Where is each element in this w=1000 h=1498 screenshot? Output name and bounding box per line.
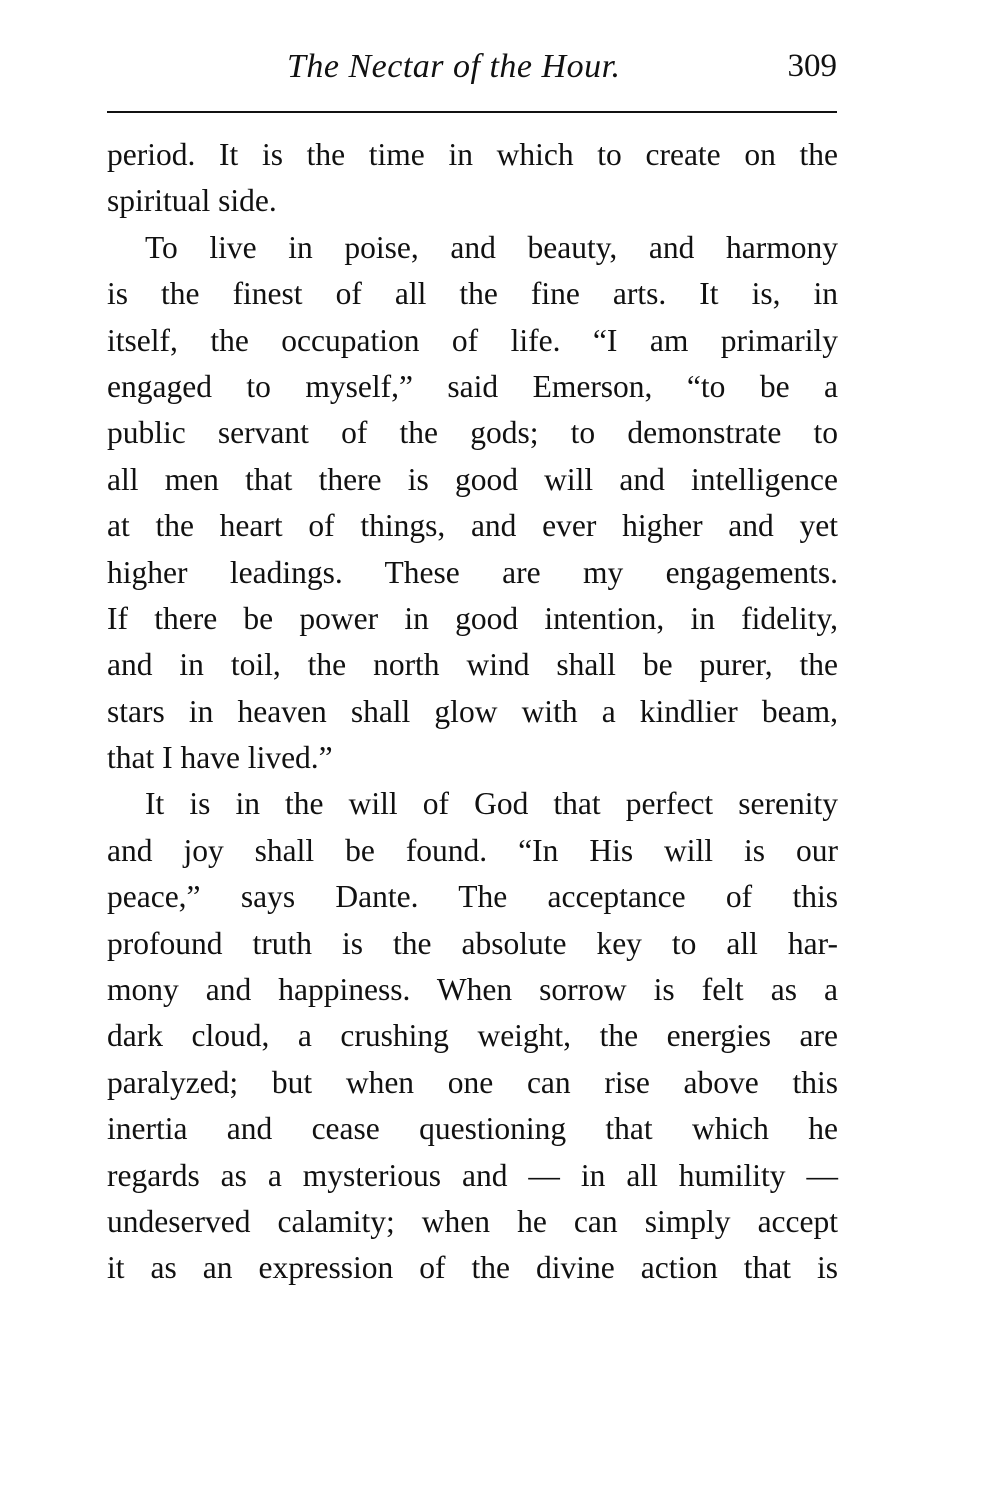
text-line: at the heart of things, and ever higher and yet <box>107 508 838 544</box>
text-line: all men that there is good will and intelligence <box>107 461 838 497</box>
text-line: higher leadings. These are my engagements. <box>107 554 838 590</box>
text-line: and joy shall be found. “In His will is our <box>107 832 838 868</box>
text-line: If there be power in good intention, in fidelity, <box>107 600 838 636</box>
text-line: It is in the will of God that perfect serenity <box>145 786 838 822</box>
text-line: public servant of the gods; to demonstrate to <box>107 415 838 451</box>
text-line: period. It is the time in which to create on the <box>107 137 838 172</box>
text-line: profound truth is the absolute key to all har- <box>107 925 838 961</box>
text-line: undeserved calamity; when he can simply accept <box>107 1203 838 1239</box>
text-line: stars in heaven shall glow with a kindlier beam, <box>107 693 838 729</box>
text-line: engaged to myself,” said Emerson, “to be a <box>107 368 838 404</box>
text-line: peace,” says Dante. The acceptance of this <box>107 879 838 915</box>
text-line: itself, the occupation of life. “I am primarily <box>107 322 838 358</box>
text-line: it as an expression of the divine action that is <box>107 1250 838 1286</box>
text-line: To live in poise, and beauty, and harmony <box>145 229 838 265</box>
text-line: dark cloud, a crushing weight, the energies are <box>107 1018 838 1054</box>
text-line: inertia and cease questioning that which he <box>107 1111 838 1147</box>
running-head <box>107 48 837 98</box>
text-line: regards as a mysterious and — in all humility — <box>107 1157 838 1193</box>
text-line: spiritual side. <box>107 183 277 219</box>
body-text <box>107 132 838 1292</box>
text-line: is the finest of all the fine arts. It is, in <box>107 276 838 312</box>
text-line: and in toil, the north wind shall be purer, the <box>107 647 838 683</box>
text-line: mony and happiness. When sorrow is felt as a <box>107 972 838 1008</box>
running-title: The Nectar of the Hour. <box>287 48 621 85</box>
text-line: that I have lived.” <box>107 740 333 776</box>
header-rule <box>107 111 837 113</box>
page-number: 309 <box>787 48 837 84</box>
text-line: paralyzed; but when one can rise above this <box>107 1064 838 1100</box>
